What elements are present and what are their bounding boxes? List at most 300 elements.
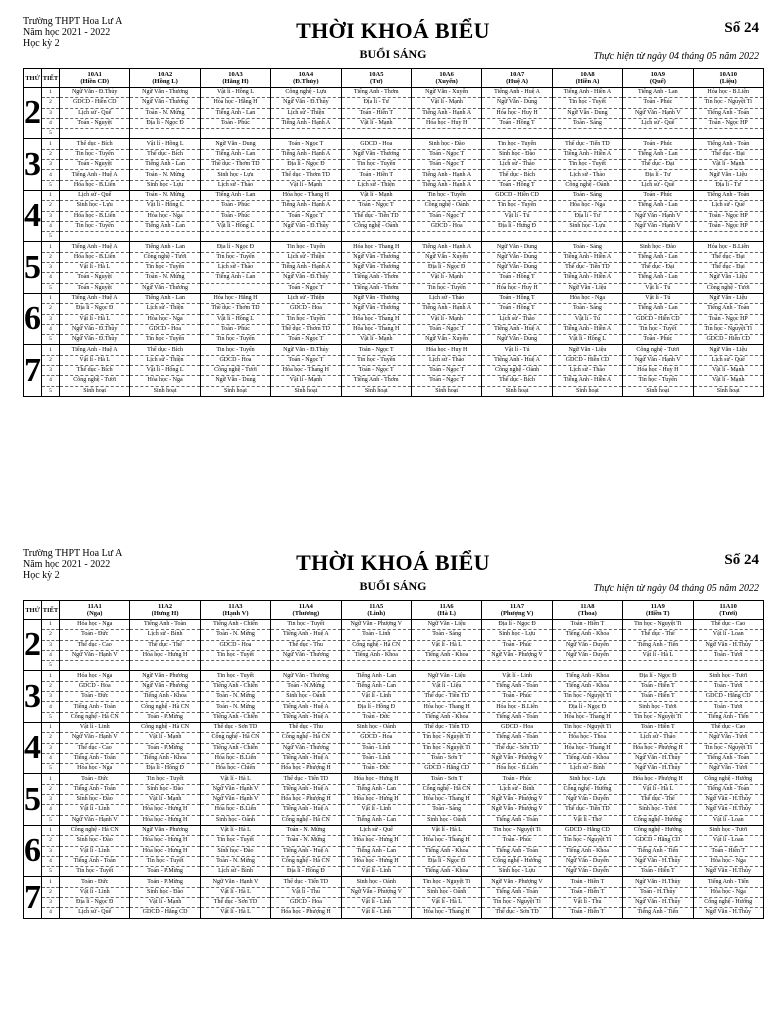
lesson-cell: Thể dục - Đại [623,160,693,170]
lesson-cell: Sinh học - Đào [411,139,481,149]
period-number: 3 [42,846,60,856]
lesson-cell: GDCD - Hằng CD [552,825,622,835]
lesson-cell: Toán - Phúc [200,211,270,221]
day-label: 7 [24,345,42,396]
class-name: 11A5 [369,603,384,610]
lesson-cell: Tiếng Anh - Lan [200,273,270,283]
lesson-cell: Công nghệ - Hà CN [271,815,341,825]
column-header-period: TIẾT [42,601,60,620]
lesson-cell: Tiếng Anh - Hạnh A [411,304,481,314]
lesson-cell: Tiếng Anh - Hạnh A [411,170,481,180]
class-header [623,601,693,620]
class-name: 11A9 [650,603,665,610]
lesson-cell: Toán - Đức [60,877,130,887]
lesson-cell: Toán - N.Mừng [271,681,341,691]
lesson-cell: Thể dục - Bích [482,170,552,180]
period-number: 3 [42,211,60,221]
lesson-cell: Tiếng Anh - Chiến [200,743,270,753]
lesson-cell: Vật lí - Mạnh [341,335,411,345]
lesson-cell: Thể dục - Thể [623,630,693,640]
table-row [24,252,764,262]
table-row [24,386,764,396]
lesson-cell [130,232,200,242]
lesson-cell: Tiếng Anh - Lan [623,149,693,159]
lesson-cell: Vật lí - Thu [271,887,341,897]
table-row [24,160,764,170]
lesson-cell: Ngữ Văn - Dung [200,376,270,386]
period-number: 3 [42,263,60,273]
lesson-cell: Tiếng Anh - Toàn [693,190,763,200]
lesson-cell: Toán - P.Mừng [130,743,200,753]
lesson-cell: Hóa học - Thang H [411,836,481,846]
class-name: 10A10 [719,71,738,78]
lesson-cell: Toán - Hồng T [482,180,552,190]
table-row [24,846,764,856]
lesson-cell: Thể dục - Thơm TD [271,324,341,334]
lesson-cell: Tiếng Anh - Lan [623,273,693,283]
lesson-cell: Ngữ Văn - Duyên [552,650,622,660]
lesson-cell: Ngữ Văn - Duyên [552,640,622,650]
table-row [24,170,764,180]
lesson-cell [693,129,763,139]
lesson-cell: Vật lí - Mạnh [411,314,481,324]
lesson-cell: Sinh hoạt [60,386,130,396]
lesson-cell: Toán - Ngọc T [341,345,411,355]
lesson-cell: Toán - Sơn T [411,774,481,784]
lesson-cell: Tin học - Tuyến [130,335,200,345]
lesson-cell: Toán - Hồng T [482,304,552,314]
lesson-cell: Vật lí - Hà L [60,355,130,365]
lesson-cell: Công nghệ - Hà CN [130,702,200,712]
period-number: 3 [42,743,60,753]
lesson-cell: Sinh học - Đào [60,836,130,846]
lesson-cell: Tiếng Anh - Thơm [341,273,411,283]
lesson-cell: Toán - Hiền T [552,877,622,887]
lesson-cell: Vật lí - Thu [552,898,622,908]
lesson-cell: Tin học - Nguyệt Ti [552,692,622,702]
lesson-cell: Tiếng Anh - Toàn [693,139,763,149]
period-number: 1 [42,242,60,252]
lesson-cell: Hóa học - Phượng H [271,764,341,774]
table-row [24,753,764,763]
table-row [24,263,764,273]
period-number: 2 [42,149,60,159]
lesson-cell: Hóa học - Hưng H [341,774,411,784]
lesson-cell: Tin học - Tuyến [271,242,341,252]
table-row [24,681,764,691]
lesson-cell: Thể dục - Bích [130,345,200,355]
lesson-cell: Tiếng Anh - Huệ A [271,784,341,794]
lesson-cell: Toán - Đức [341,712,411,722]
table-row [24,283,764,293]
lesson-cell: Ngữ Văn - Dung [482,98,552,108]
class-header [200,69,270,88]
lesson-cell: Hóa học - Hưng H [341,795,411,805]
lesson-cell: Toán - Hiền T [552,908,622,918]
lesson-cell: Tin học - Tuyến [200,252,270,262]
lesson-cell: Tiếng Anh - Hạnh A [271,118,341,128]
homeroom-teacher: (Tươi) [719,610,738,617]
table-row [24,887,764,897]
lesson-cell: Ngữ Văn - Hạnh V [60,650,130,660]
lesson-cell: Thể dục - Cao [693,620,763,630]
lesson-cell: Địa lí - Hồng Đ [130,764,200,774]
lesson-cell: Tiếng Anh - Hạnh A [411,242,481,252]
lesson-cell [60,129,130,139]
lesson-cell: Ngữ Văn - Dung [482,263,552,273]
lesson-cell: Tiếng Anh - Khoa [130,753,200,763]
lesson-cell: GDCD - Hoa [200,640,270,650]
table-row [24,661,764,671]
lesson-cell: Ngữ Văn - H.Thủy [693,805,763,815]
lesson-cell: Tin học - Tuyến [482,201,552,211]
lesson-cell: Toán - Phúc [482,774,552,784]
lesson-cell: GDCD - Hằng CD [623,836,693,846]
lesson-cell: Hóa học - Phượng H [623,774,693,784]
lesson-cell: Lịch sử - Quế [341,825,411,835]
lesson-cell: Tiếng Anh - Toàn [693,784,763,794]
lesson-cell: Toán - Phúc [482,836,552,846]
lesson-cell: Ngữ Văn - Thương [341,304,411,314]
lesson-cell: Toán - P.Mừng [130,867,200,877]
table-row [24,201,764,211]
lesson-cell: Hóa học - B.Liên [60,180,130,190]
day-label: 2 [24,88,42,139]
lesson-cell: Toán - Ngọc T [341,201,411,211]
lesson-cell: Thể dục - Đại [623,263,693,273]
lesson-cell: Hóa học - Hưng H [341,836,411,846]
lesson-cell: Vật lí - Linh [341,867,411,877]
class-header [130,69,200,88]
table-row [24,180,764,190]
period-number: 2 [42,98,60,108]
lesson-cell: Ngữ Văn - Thương [341,263,411,273]
lesson-cell: Ngữ Văn - Dung [482,252,552,262]
lesson-cell: Toán - Hiền T [623,867,693,877]
lesson-cell: Toán - Hiền T [623,681,693,691]
lesson-cell: Tiếng Anh - Hạnh A [411,180,481,190]
lesson-cell: Vật lí - Linh [60,805,130,815]
class-header [341,69,411,88]
table-row [24,139,764,149]
period-number: 2 [42,201,60,211]
table-row [24,836,764,846]
lesson-cell: Địa lí - Ngọc Đ [623,671,693,681]
period-number: 3 [42,795,60,805]
lesson-cell: Hóa học - B.Liên [693,88,763,98]
lesson-cell: Tiếng Anh - Thơm [341,376,411,386]
lesson-cell: GDCD - Hiền CD [552,355,622,365]
class-header [693,601,763,620]
lesson-cell: Tiếng Anh - Lan [130,160,200,170]
lesson-cell: Ngữ Văn - H.Thủy [693,867,763,877]
lesson-cell: Hóa học - Nga [552,293,622,303]
table-row [24,304,764,314]
lesson-cell: Tiếng Anh - Toàn [60,784,130,794]
lesson-cell: Hóa học - Hưng H [341,856,411,866]
table-row [24,856,764,866]
lesson-cell: Toán - Ngọc T [411,324,481,334]
lesson-cell: Sinh học - Tươi [623,702,693,712]
lesson-cell: Lịch sử - Quế [623,180,693,190]
table-row [24,795,764,805]
lesson-cell: Tin học - Nguyệt Ti [623,712,693,722]
lesson-cell: Ngữ Văn - Đ.Thủy [271,98,341,108]
lesson-cell [552,661,622,671]
homeroom-teacher: (Quế) [649,78,666,85]
lesson-cell: Toán - N. Mừng [200,692,270,702]
lesson-cell: Sinh học - Tươi [693,671,763,681]
lesson-cell: Toán - Ngọc T [271,335,341,345]
table-row [24,324,764,334]
lesson-cell: Lịch sử - Thảo [200,180,270,190]
lesson-cell: Ngữ Văn - Liệu [693,345,763,355]
homeroom-teacher: (Liệu) [719,78,737,85]
lesson-cell: Tiếng Anh - Tiến [623,640,693,650]
lesson-cell: Toán - Ngọc HP [693,221,763,231]
lesson-cell: Địa lí - Ngọc Đ [200,242,270,252]
lesson-cell: GDCD - Hiền CD [60,98,130,108]
lesson-cell: Lịch sử - Thảo [552,170,622,180]
lesson-cell: Tiếng Anh - Chiến [200,620,270,630]
lesson-cell: Tiếng Anh - Chiến [200,681,270,691]
lesson-cell: Địa lí - Ngọc Đ [60,304,130,314]
period-number: 2 [42,887,60,897]
lesson-cell: Công nghệ - Tươi [693,283,763,293]
lesson-cell: Công nghệ - Hà CN [130,722,200,732]
lesson-cell: Địa lí - Ngọc Đ [411,263,481,273]
period-number: 4 [42,170,60,180]
lesson-cell: Tiếng Anh - Toàn [693,304,763,314]
lesson-cell: Công nghệ - Tươi [60,376,130,386]
lesson-cell: Toán - Phúc [623,335,693,345]
timetable-sheet-grade11 [23,516,763,1024]
lesson-cell: Lịch sử - Thiện [271,293,341,303]
lesson-cell: Ngữ Văn - Phượng V [482,795,552,805]
lesson-cell: Lịch sử - Quế [693,355,763,365]
lesson-cell: Toán - Đức [60,774,130,784]
lesson-cell: Công nghệ - Hà CN [60,825,130,835]
period-number: 4 [42,856,60,866]
lesson-cell: Tiếng Anh - Huệ A [271,753,341,763]
lesson-cell: Tiếng Anh - Toàn [482,815,552,825]
lesson-cell: Ngữ Văn - Hạnh V [623,355,693,365]
lesson-cell: GDCD - Hiền CD [482,190,552,200]
class-name: 10A2 [157,71,173,78]
lesson-cell: Tin học - Tuyến [271,314,341,324]
class-name: 10A5 [369,71,384,78]
lesson-cell: Tiếng Anh - Huệ A [60,170,130,180]
lesson-cell [482,232,552,242]
lesson-cell: Công nghệ - Lựu [271,88,341,98]
lesson-cell: Địa lí - Tư [623,170,693,180]
column-header-day: THỨ [24,601,42,620]
lesson-cell: Thể dục - Tiến TD [552,139,622,149]
lesson-cell: Tiếng Anh - Khoa [552,753,622,763]
lesson-cell [271,661,341,671]
lesson-cell: Vật lí - Linh [341,898,411,908]
lesson-cell: Hóa học - Hưng H [130,836,200,846]
lesson-cell: Sinh hoạt [271,386,341,396]
lesson-cell: Tiếng Anh - Tiến [623,908,693,918]
lesson-cell: Tiếng Anh - Lan [623,201,693,211]
lesson-cell: Thể dục - Tiến TD [271,877,341,887]
period-number: 5 [42,283,60,293]
homeroom-teacher: (Hiền CD) [80,78,110,85]
lesson-cell: Vật lí - Mạnh [271,376,341,386]
lesson-cell: Vật lí - Mạnh [271,180,341,190]
lesson-cell: Vật lí - Hà L [411,825,481,835]
lesson-cell: Toán - Hồng T [482,118,552,128]
table-row [24,630,764,640]
period-number: 5 [42,129,60,139]
lesson-cell: Tin học - Nguyệt Ti [552,722,622,732]
effective-date: Thực hiện từ ngày 04 tháng 05 năm 2022 [593,583,759,594]
lesson-cell: Hóa học - Nga [60,764,130,774]
period-number: 2 [42,252,60,262]
table-row [24,743,764,753]
lesson-cell: Ngữ Văn - Phượng V [341,887,411,897]
lesson-cell: Toán - N. Mừng [130,108,200,118]
lesson-cell: Tiếng Anh - Huệ A [271,630,341,640]
timetable-number: Số 24 [724,552,759,568]
lesson-cell: Sinh học - Lựu [130,180,200,190]
lesson-cell: Hóa học - Thang H [271,190,341,200]
lesson-cell: Sinh học - Đào [200,846,270,856]
lesson-cell: Công nghệ - Hà CN [271,856,341,866]
lesson-cell [200,283,270,293]
lesson-cell: Ngữ Văn - Thương [130,88,200,98]
lesson-cell [200,129,270,139]
lesson-cell: Toán - Ngọc T [271,211,341,221]
lesson-cell: Tiếng Anh - Lan [341,815,411,825]
lesson-cell: Tiếng Anh - Khoa [411,712,481,722]
lesson-cell: Ngữ Văn - Thương [341,293,411,303]
period-number: 3 [42,366,60,376]
lesson-cell: Thể dục - Sơn TD [200,722,270,732]
lesson-cell: Sinh học - Lựu [482,630,552,640]
effective-date: Thực hiện từ ngày 04 tháng 05 năm 2022 [593,51,759,62]
lesson-cell: Ngữ Văn - Phương [130,825,200,835]
lesson-cell: Vật lí - Hồng L [130,201,200,211]
lesson-cell: Vật lí - Hồng L [130,139,200,149]
lesson-cell: Tiếng Anh - Toàn [482,712,552,722]
lesson-cell: Ngữ Văn - Phương [130,681,200,691]
lesson-cell: Vật lí - Tú [482,345,552,355]
lesson-cell: Vật lí - Mạnh [130,898,200,908]
lesson-cell: Tiếng Anh - Lan [623,88,693,98]
table-row [24,774,764,784]
period-number: 4 [42,273,60,283]
lesson-cell: Hóa học - B.Liên [482,764,552,774]
period-number: 1 [42,825,60,835]
class-name: 11A8 [580,603,595,610]
lesson-cell: Ngữ Văn - Hạnh V [623,211,693,221]
class-header [552,69,622,88]
lesson-cell: Tiếng Anh - Khoa [411,650,481,660]
lesson-cell: Tiếng Anh - Hiền A [552,376,622,386]
lesson-cell: Sinh học - Đào [623,242,693,252]
period-number: 2 [42,630,60,640]
lesson-cell: Sinh học - Đào [60,795,130,805]
lesson-cell: Sinh học - Đào [130,887,200,897]
table-row [24,129,764,139]
lesson-cell: GDCD - Hoa [482,722,552,732]
lesson-cell: Ngữ Văn - H.Thủy [693,640,763,650]
lesson-cell: Toán - Ngọc HP [693,314,763,324]
lesson-cell: Hóa học - Thang H [341,242,411,252]
lesson-cell: Tiếng Anh - Huệ A [271,846,341,856]
lesson-cell: Hóa học - B.Liên [60,211,130,221]
lesson-cell: Tin học - Tuyến [60,221,130,231]
class-name: 10A8 [580,71,595,78]
class-name: 10A3 [228,71,243,78]
homeroom-teacher: (Hằng H) [222,78,249,85]
lesson-cell: Lịch sử - Quế [60,908,130,918]
class-header [271,601,341,620]
timetable-number: Số 24 [724,20,759,36]
lesson-cell: Tiếng Anh - Lan [130,242,200,252]
lesson-cell: Lịch sử - Thiện [271,108,341,118]
lesson-cell: Tiếng Anh - Hạnh A [271,201,341,211]
class-name: 11A1 [87,603,102,610]
lesson-cell: Hóa học - Hưng H [130,805,200,815]
lesson-cell: Thể dục - Thơm TD [200,160,270,170]
lesson-cell: Tin học - Tuyết [60,867,130,877]
lesson-cell: Ngữ Văn - Thương [271,650,341,660]
lesson-cell: Tiếng Anh - Toàn [482,887,552,897]
lesson-cell: Hóa học - Chiến [200,764,270,774]
lesson-cell: Toán - Hiền T [693,846,763,856]
lesson-cell: Tiếng Anh - Chiến [200,712,270,722]
table-row [24,712,764,722]
class-header [60,601,130,620]
lesson-cell: Công nghệ - Hưởng [552,784,622,794]
lesson-cell: Vật lí - Mạnh [341,118,411,128]
lesson-cell: Công nghệ - Oánh [341,221,411,231]
table-row [24,867,764,877]
lesson-cell: Toán - Đức [60,630,130,640]
lesson-cell: Ngữ Văn - Liệu [411,671,481,681]
lesson-cell [693,661,763,671]
lesson-cell: Tin học - Tuyết [130,774,200,784]
class-name: 10A1 [87,71,102,78]
lesson-cell: Sinh học - Tươi [693,825,763,835]
lesson-cell: Toán - N. Mừng [200,702,270,712]
lesson-cell: Vật lí - Hà L [200,774,270,784]
school-name: Trường THPT Hoa Lư A [23,548,123,559]
lesson-cell: Ngữ Văn - H.Thủy [693,908,763,918]
lesson-cell: Địa lí - Hồng Đ [271,867,341,877]
lesson-cell: Vật lí - Linh [341,908,411,918]
table-row [24,221,764,231]
lesson-cell: Hóa học - B.Liên [200,753,270,763]
lesson-cell: Thể dục - Bích [482,376,552,386]
timetable-grid [23,600,764,919]
period-number: 1 [42,671,60,681]
lesson-cell: Vật lí - Hà L [200,908,270,918]
lesson-cell: Sinh học - Oánh [341,722,411,732]
class-header [60,69,130,88]
lesson-cell: Tin học - Tuyến [341,160,411,170]
table-row [24,376,764,386]
lesson-cell: Công nghệ - Hà CN [60,712,130,722]
period-number: 5 [42,867,60,877]
lesson-cell: Tiếng Anh - Lan [200,190,270,200]
period-number: 1 [42,774,60,784]
semester: Học kỳ 2 [23,38,60,49]
lesson-cell: Toán - Nguyệt [60,160,130,170]
